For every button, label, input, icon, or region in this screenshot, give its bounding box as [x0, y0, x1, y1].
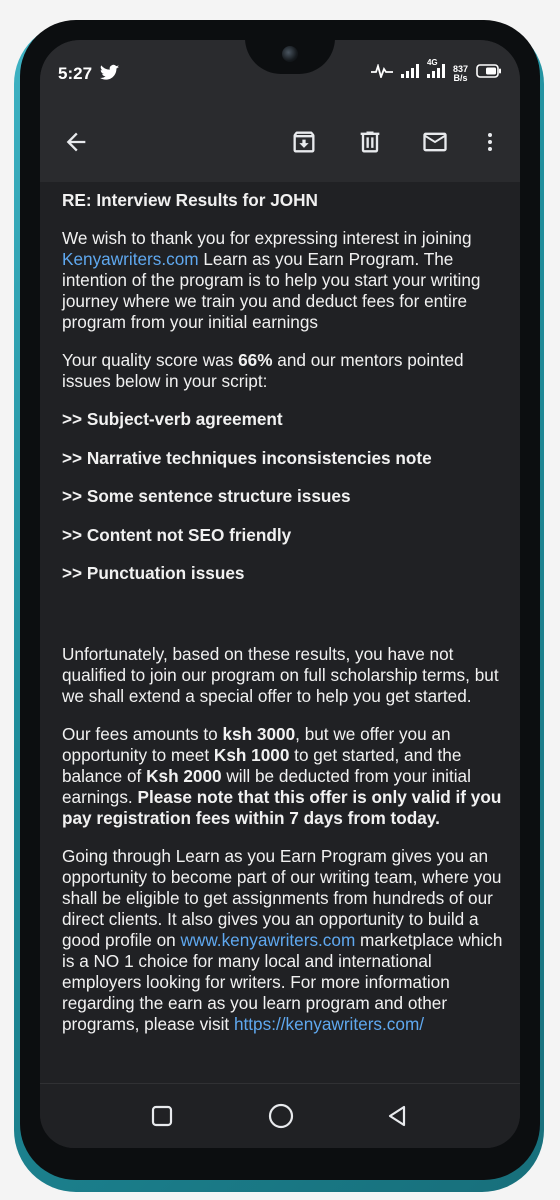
issue-item: >> Subject-verb agreement	[62, 409, 283, 429]
battery-icon	[476, 64, 502, 83]
email-toolbar	[40, 106, 520, 182]
issues-list	[62, 409, 504, 584]
navigation-bar	[40, 1083, 520, 1148]
fees-text-3: to get started, and the balance of	[62, 744, 462, 786]
speed-value: 837	[452, 63, 468, 74]
home-icon[interactable]	[267, 1102, 295, 1135]
recents-icon[interactable]	[150, 1104, 174, 1133]
program-text-2: marketplace which is a NO 1 choice for many local and international employers looking for writers. For more information regarding the earn as you learn program and other programs, please visit	[62, 929, 503, 1034]
phone-screen	[40, 40, 520, 1148]
offer-note: Please note that this offer is only valid if you pay registration fees within 7 days from today.	[62, 786, 502, 828]
more-options-icon[interactable]	[478, 128, 502, 161]
status-time: 5:27	[58, 64, 93, 83]
signal-4g-icon	[426, 58, 445, 83]
activity-icon	[371, 64, 393, 83]
score-rest-text: and our mentors pointed issues below in your script:	[62, 350, 464, 391]
paragraph-fees	[62, 724, 504, 829]
intro-text: We wish to thank you for expressing interest in joining	[62, 228, 472, 248]
fees-text-4: will be deducted from your initial earnings.	[62, 765, 471, 807]
status-icons	[371, 58, 502, 83]
signal-icon	[401, 64, 419, 83]
email-subject: RE: Interview Results for JOHN	[62, 190, 318, 210]
www-kenyawriters-link[interactable]: www.kenyawriters.com	[180, 929, 356, 950]
delete-icon[interactable]	[356, 128, 384, 161]
network-label: 4G	[426, 58, 438, 67]
paragraph-intro	[62, 228, 504, 333]
network-speed	[453, 65, 468, 83]
score-text: Your quality score was	[62, 350, 239, 370]
issue-item: >> Some sentence structure issues	[62, 486, 351, 507]
fees-text-2: , but we offer you an opportunity to meet	[62, 723, 451, 765]
back-arrow-icon[interactable]	[62, 128, 90, 161]
speed-unit: B/s	[453, 72, 468, 83]
intro-rest-text: Learn as you Earn Program. The intention of the program is to help you start your writing journey where we train you and deduct fees for entire program from your initial earnings	[62, 249, 481, 332]
https-kenyawriters-link[interactable]: https://kenyawriters.com/	[233, 1013, 425, 1034]
front-camera	[282, 46, 298, 62]
quality-score: 66%	[238, 350, 273, 370]
twitter-icon	[100, 64, 120, 87]
fee-balance: Ksh 2000	[146, 765, 222, 786]
paragraph-program	[62, 846, 504, 1035]
mark-unread-icon[interactable]	[420, 128, 450, 161]
issue-item: >> Narrative techniques inconsistencies note	[62, 447, 432, 468]
kenyawriters-link[interactable]: Kenyawriters.com	[62, 249, 199, 269]
back-icon[interactable]	[385, 1104, 409, 1133]
issue-item: >> Content not SEO friendly	[62, 524, 292, 545]
issue-item: >> Punctuation issues	[62, 563, 245, 584]
email-body	[62, 190, 504, 1052]
paragraph-score	[62, 350, 504, 392]
fees-text: Our fees amounts to	[62, 723, 223, 744]
spacer	[62, 602, 504, 644]
paragraph-unfortunately: Unfortunately, based on these results, you have not qualified to join our program on full scholarship terms, but we shall extend a special offer to help you get started.	[62, 643, 499, 706]
archive-icon[interactable]	[290, 128, 318, 161]
program-text: Going through Learn as you Earn Program gives you an opportunity to become part of our writing team, where you shall be eligible to get assignments from hundreds of our direct clients. It also gives you an opportunity to build a good profile on	[62, 845, 502, 950]
fee-total: ksh 3000	[222, 723, 296, 744]
fee-upfront: Ksh 1000	[213, 744, 290, 765]
